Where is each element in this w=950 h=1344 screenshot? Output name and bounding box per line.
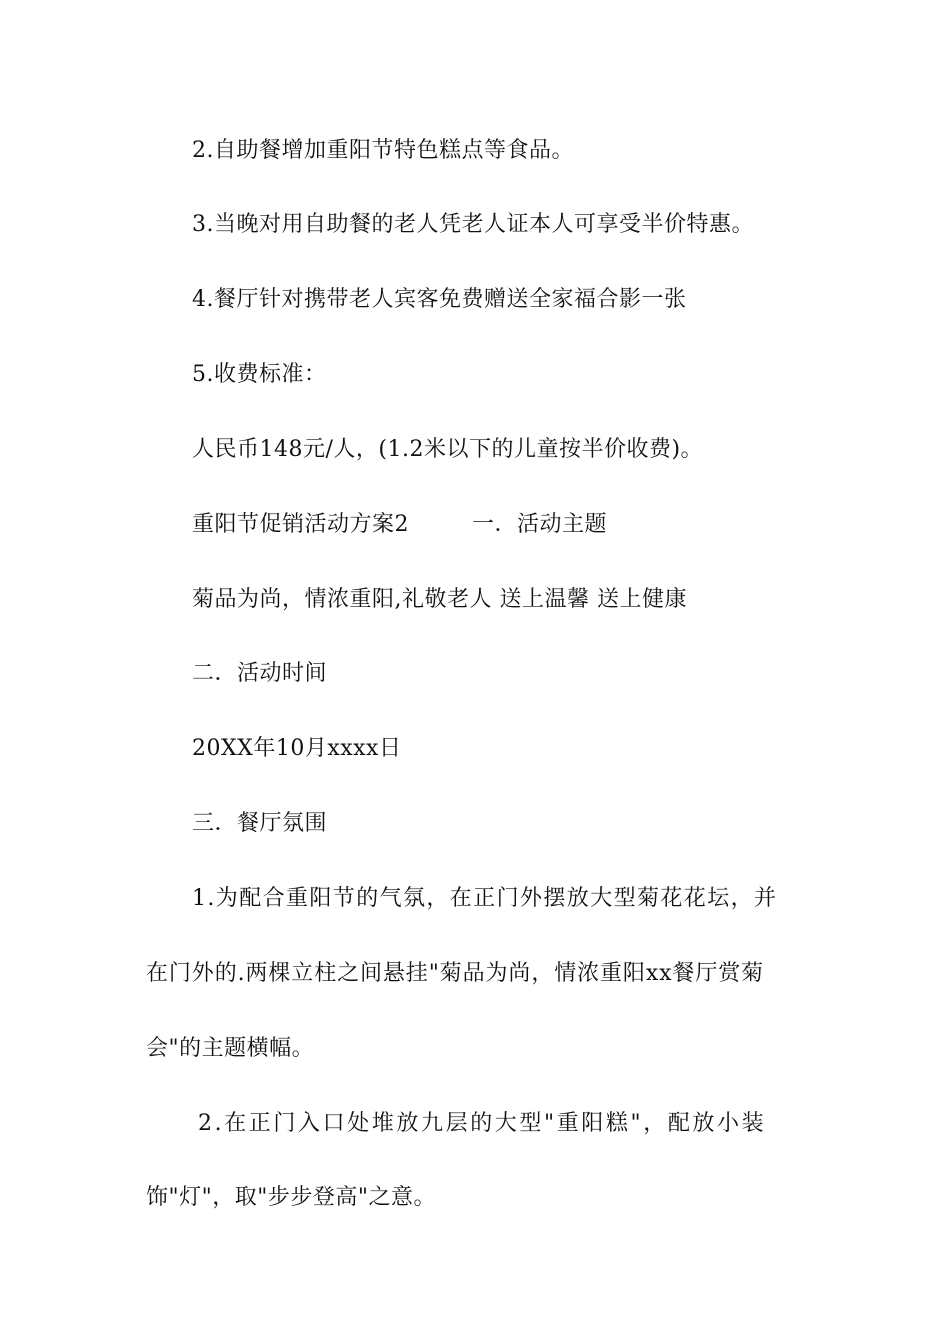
item-4-family-photo: 4.餐厅针对携带老人宾客免费赠送全家福合影一张 — [192, 287, 687, 312]
fee-standard-text: 人民币148元/人，(1.2米以下的儿童按半价收费)。 — [192, 437, 704, 462]
atmosphere-item-1-line-2: 在门外的.两棵立柱之间悬挂"菊品为尚，情浓重阳xx餐厅赏菊 — [146, 961, 765, 986]
item-5-fee-heading: 5.收费标准： — [192, 362, 327, 387]
section-2-heading: 二．活动时间 — [192, 661, 328, 686]
atmosphere-item-1-line-3: 会"的主题横幅。 — [146, 1036, 315, 1061]
section-3-heading: 三．餐厅氛围 — [192, 811, 328, 836]
atmosphere-item-2-line-1: 2.在正门入口处堆放九层的大型"重阳糕"，配放小装 — [198, 1111, 767, 1136]
atmosphere-item-1-line-1: 1.为配合重阳节的气氛，在正门外摆放大型菊花花坛，并 — [192, 886, 778, 911]
plan-2-title: 重阳节促销活动方案2 — [192, 512, 409, 537]
item-3-senior-discount: 3.当晚对用自助餐的老人凭老人证本人可享受半价特惠。 — [192, 212, 754, 237]
activity-theme-text: 菊品为尚，情浓重阳,礼敬老人 送上温馨 送上健康 — [192, 587, 687, 612]
item-2-buffet-pastries: 2.自助餐增加重阳节特色糕点等食品。 — [192, 138, 574, 163]
activity-date-text: 20XX年10月xxxx日 — [192, 736, 402, 761]
section-1-heading: 一．活动主题 — [472, 512, 608, 537]
atmosphere-item-2-line-2: 饰"灯"，取"步步登高"之意。 — [146, 1185, 436, 1210]
